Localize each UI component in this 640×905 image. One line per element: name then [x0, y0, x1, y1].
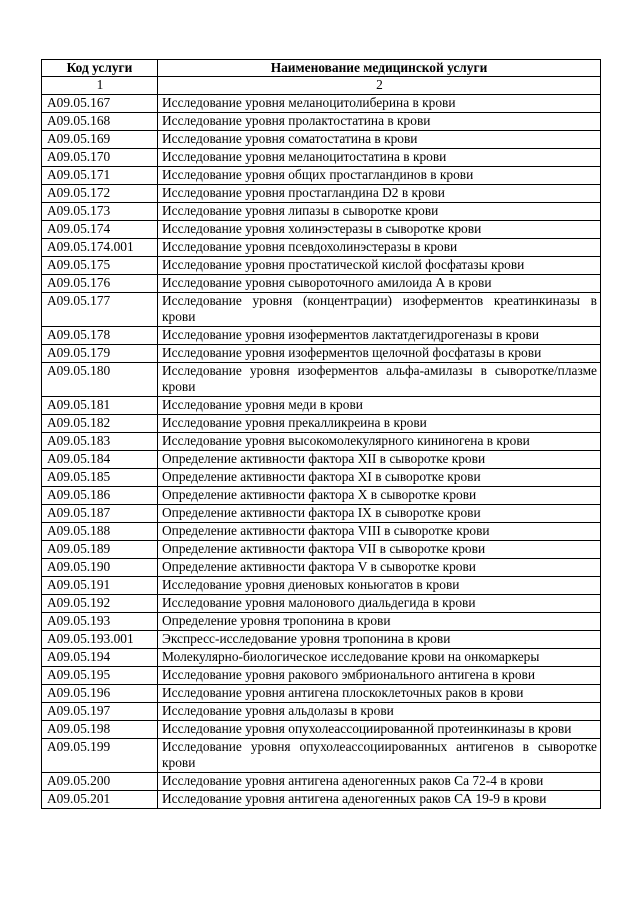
table-row	[42, 257, 601, 275]
header-name: Наименование медицинской услуги	[158, 60, 601, 77]
service-code: A09.05.199	[42, 739, 158, 773]
table-row	[42, 631, 601, 649]
table-row	[42, 791, 601, 809]
table-row	[42, 595, 601, 613]
service-code: A09.05.201	[42, 791, 158, 809]
service-name: Определение активности фактора XI в сыворотке крови	[158, 469, 601, 487]
service-name: Исследование уровня ракового эмбрионального антигена в крови	[158, 667, 601, 685]
service-code: A09.05.185	[42, 469, 158, 487]
service-name: Определение активности фактора IX в сыворотке крови	[158, 505, 601, 523]
service-code: A09.05.193.001	[42, 631, 158, 649]
service-name: Исследование уровня высокомолекулярного кининогена в крови	[158, 433, 601, 451]
table-row	[42, 685, 601, 703]
service-name: Определение активности фактора XII в сыворотке крови	[158, 451, 601, 469]
service-name: Молекулярно-биологическое исследование крови на онкомаркеры	[158, 649, 601, 667]
service-name: Исследование уровня меланоцитолиберина в крови	[158, 95, 601, 113]
service-name: Определение активности фактора V в сыворотке крови	[158, 559, 601, 577]
table-row	[42, 363, 601, 397]
service-name: Исследование уровня антигена плоскоклеточных раков в крови	[158, 685, 601, 703]
table-row	[42, 433, 601, 451]
service-code: A09.05.182	[42, 415, 158, 433]
service-code: A09.05.186	[42, 487, 158, 505]
service-code: A09.05.198	[42, 721, 158, 739]
service-name: Исследование уровня диеновых коньюгатов в крови	[158, 577, 601, 595]
service-code: A09.05.194	[42, 649, 158, 667]
table-row	[42, 327, 601, 345]
table-row	[42, 95, 601, 113]
service-name: Исследование уровня прекалликреина в крови	[158, 415, 601, 433]
document-page	[41, 59, 600, 809]
service-code: A09.05.184	[42, 451, 158, 469]
service-code: A09.05.167	[42, 95, 158, 113]
header-code: Код услуги	[42, 60, 158, 77]
service-name: Исследование уровня меди в крови	[158, 397, 601, 415]
table-row	[42, 113, 601, 131]
service-code: A09.05.196	[42, 685, 158, 703]
table-row	[42, 397, 601, 415]
table-row	[42, 523, 601, 541]
service-code: A09.05.171	[42, 167, 158, 185]
table-row	[42, 541, 601, 559]
table-row	[42, 203, 601, 221]
service-code: A09.05.174.001	[42, 239, 158, 257]
service-code: A09.05.177	[42, 293, 158, 327]
table-row	[42, 149, 601, 167]
service-code: A09.05.192	[42, 595, 158, 613]
service-code: A09.05.197	[42, 703, 158, 721]
service-code: A09.05.193	[42, 613, 158, 631]
service-code: A09.05.170	[42, 149, 158, 167]
service-name: Исследование уровня простатической кислой фосфатазы крови	[158, 257, 601, 275]
service-code: A09.05.190	[42, 559, 158, 577]
service-name: Исследование уровня соматостатина в крови	[158, 131, 601, 149]
service-name: Исследование уровня альдолазы в крови	[158, 703, 601, 721]
service-code: A09.05.191	[42, 577, 158, 595]
service-name: Определение активности фактора X в сыворотке крови	[158, 487, 601, 505]
column-number-2: 2	[158, 77, 601, 95]
table-row	[42, 221, 601, 239]
service-name: Исследование уровня общих простагландинов в крови	[158, 167, 601, 185]
service-name: Исследование уровня сывороточного амилоида А в крови	[158, 275, 601, 293]
table-row	[42, 649, 601, 667]
service-name: Исследование уровня липазы в сыворотке крови	[158, 203, 601, 221]
service-name: Исследование уровня изоферментов щелочной фосфатазы в крови	[158, 345, 601, 363]
service-code: A09.05.173	[42, 203, 158, 221]
table-row	[42, 721, 601, 739]
service-name: Исследование уровня изоферментов лактатдегидрогеназы в крови	[158, 327, 601, 345]
table-row	[42, 275, 601, 293]
service-name: Определение активности фактора VIII в сыворотке крови	[158, 523, 601, 541]
service-name: Определение уровня тропонина в крови	[158, 613, 601, 631]
service-code: A09.05.179	[42, 345, 158, 363]
table-row	[42, 487, 601, 505]
table-row	[42, 293, 601, 327]
service-code: A09.05.178	[42, 327, 158, 345]
service-name: Исследование уровня псевдохолинэстеразы в крови	[158, 239, 601, 257]
service-name: Исследование уровня (концентрации) изоферментов креатинкиназы в крови	[158, 293, 601, 327]
service-name: Исследование уровня изоферментов альфа-амилазы в сыворотке/плазме крови	[158, 363, 601, 397]
service-name: Исследование уровня опухолеассоциированной протеинкиназы в крови	[158, 721, 601, 739]
service-name: Исследование уровня антигена аденогенных раков Са 72-4 в крови	[158, 773, 601, 791]
service-code: A09.05.183	[42, 433, 158, 451]
service-name: Определение активности фактора VII в сыворотке крови	[158, 541, 601, 559]
table-row	[42, 415, 601, 433]
table-row	[42, 667, 601, 685]
table-row	[42, 703, 601, 721]
table-row	[42, 505, 601, 523]
table-header-row	[42, 60, 601, 77]
service-code: A09.05.174	[42, 221, 158, 239]
table-row	[42, 131, 601, 149]
service-code: A09.05.180	[42, 363, 158, 397]
service-name: Исследование уровня антигена аденогенных раков СА 19-9 в крови	[158, 791, 601, 809]
service-code: A09.05.168	[42, 113, 158, 131]
service-name: Исследование уровня простагландина D2 в крови	[158, 185, 601, 203]
service-name: Исследование уровня пролактостатина в крови	[158, 113, 601, 131]
service-code: A09.05.181	[42, 397, 158, 415]
table-row	[42, 451, 601, 469]
table-row	[42, 469, 601, 487]
table-row	[42, 239, 601, 257]
service-code: A09.05.200	[42, 773, 158, 791]
table-row	[42, 577, 601, 595]
service-code: A09.05.175	[42, 257, 158, 275]
service-code: A09.05.176	[42, 275, 158, 293]
service-name: Исследование уровня опухолеассоциированных антигенов в сыворотке крови	[158, 739, 601, 773]
table-row	[42, 559, 601, 577]
service-code: A09.05.187	[42, 505, 158, 523]
table-row	[42, 167, 601, 185]
table-body	[42, 95, 601, 809]
service-code: A09.05.172	[42, 185, 158, 203]
services-table	[41, 59, 601, 809]
table-row	[42, 773, 601, 791]
column-number-1: 1	[42, 77, 158, 95]
service-code: A09.05.188	[42, 523, 158, 541]
service-name: Экспресс-исследование уровня тропонина в крови	[158, 631, 601, 649]
service-code: A09.05.195	[42, 667, 158, 685]
table-row	[42, 185, 601, 203]
service-code: A09.05.169	[42, 131, 158, 149]
table-row	[42, 739, 601, 773]
column-number-row	[42, 77, 601, 95]
table-row	[42, 613, 601, 631]
table-row	[42, 345, 601, 363]
service-name: Исследование уровня холинэстеразы в сыворотке крови	[158, 221, 601, 239]
service-code: A09.05.189	[42, 541, 158, 559]
service-name: Исследование уровня малонового диальдегида в крови	[158, 595, 601, 613]
service-name: Исследование уровня меланоцитостатина в крови	[158, 149, 601, 167]
